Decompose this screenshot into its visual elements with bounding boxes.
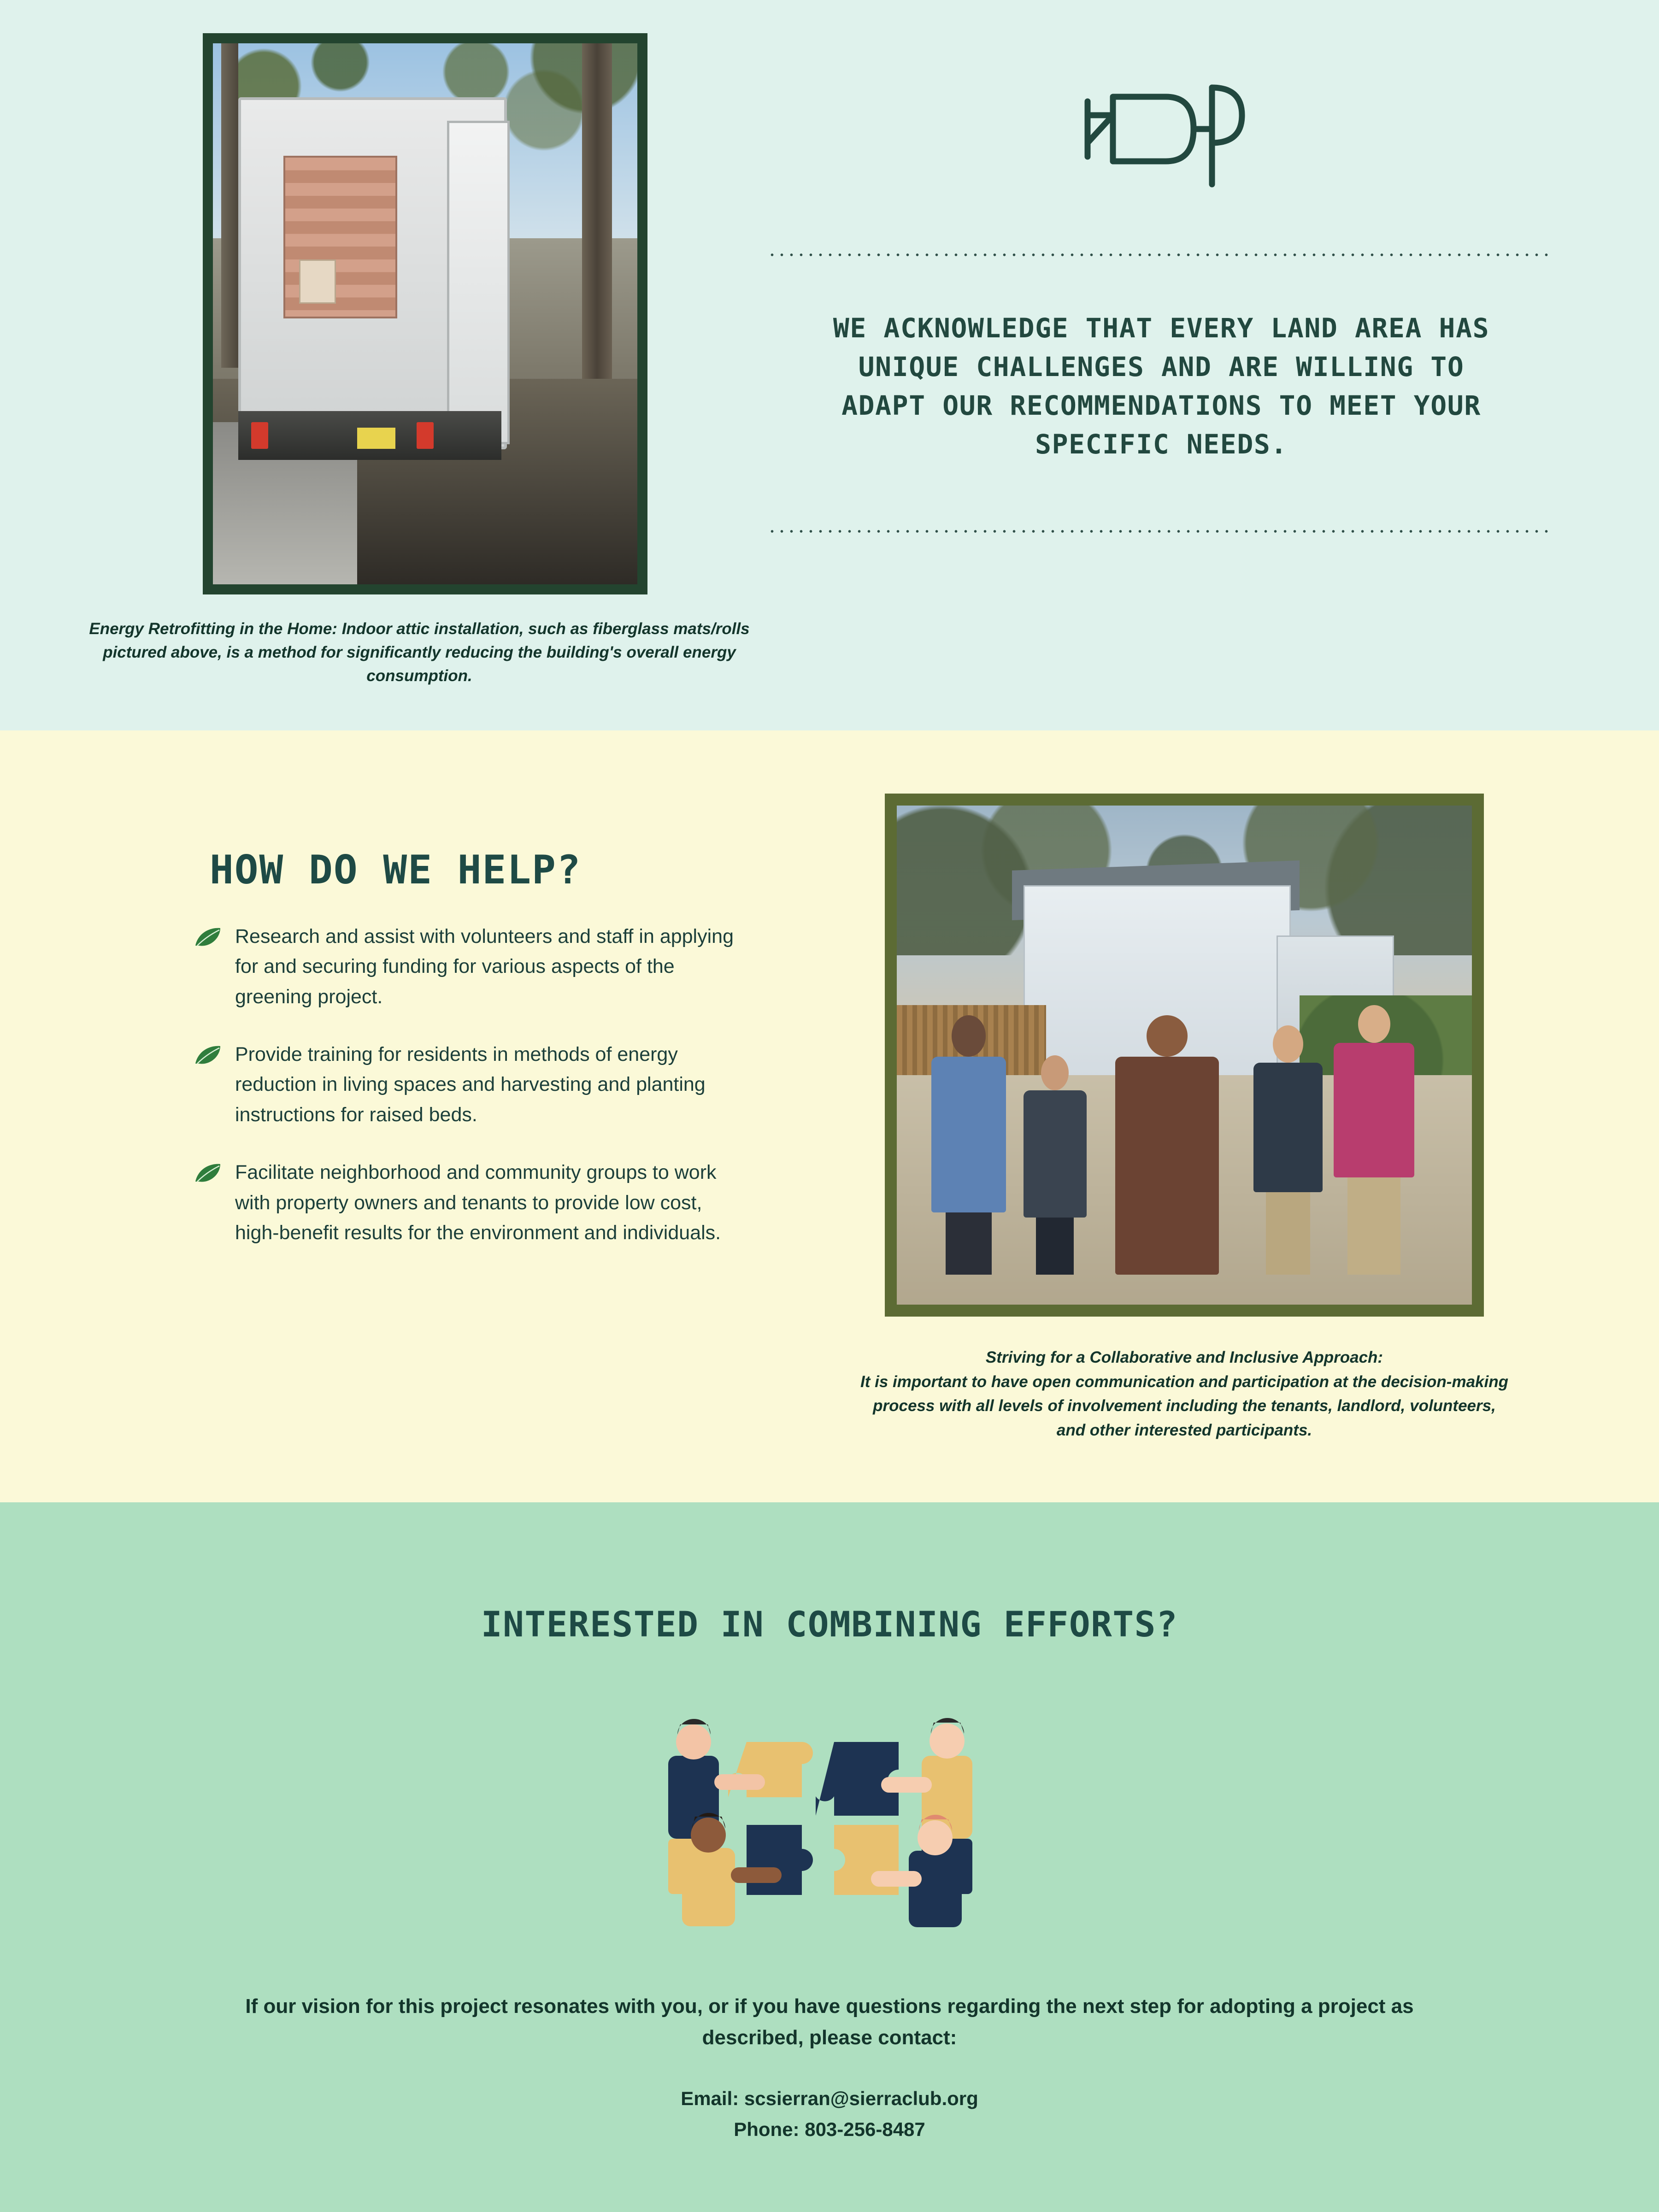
help-bullet-list: [194, 922, 747, 1276]
list-item: [194, 922, 747, 1012]
photo-truck-body: [238, 97, 507, 449]
photo-person: [1024, 1055, 1087, 1275]
section-acknowledgement: [0, 0, 1659, 730]
divider-dots-bottom: [767, 529, 1551, 534]
photo-neighborhood-meeting: [897, 806, 1472, 1305]
caption-energy-retrofitting: Energy Retrofitting in the Home: Indoor attic installation, such as fiberglass mats/rolls pictured above, is a method for significantly reducing the building's overall energy consumption.: [89, 620, 750, 685]
photo-truck-door: [447, 121, 510, 444]
list-item-label: Research and assist with volunteers and staff in applying for and securing funding for various aspects of the greening project.: [235, 925, 734, 1008]
contact-details: [230, 2083, 1429, 2145]
leaf-icon: [194, 1162, 222, 1183]
photo-truck-insulation: [213, 43, 637, 584]
leaf-icon: [194, 926, 222, 947]
photo-license-plate: [357, 428, 395, 449]
photo-tree-trunk-left: [221, 43, 238, 368]
photo-person: [1253, 1025, 1323, 1275]
caption-collaborative-approach: [857, 1346, 1512, 1442]
list-item: [194, 1040, 747, 1130]
photo-cardboard-box: [299, 259, 336, 304]
contact-email[interactable]: Email: scsierran@sierraclub.org: [681, 2088, 978, 2109]
plug-icon: [1060, 69, 1253, 189]
photo-truck-frame: [203, 33, 647, 594]
contact-intro-text: If our vision for this project resonates with you, or if you have questions regarding the next step for adopting a project as described, please contact:: [245, 1995, 1414, 2049]
list-item: [194, 1158, 747, 1248]
photo-taillight-right: [417, 422, 434, 449]
list-item-label: Provide training for residents in methods of energy reduction in living spaces and harvesting and planting instructions for raised beds.: [235, 1043, 706, 1126]
photo-person: [1115, 1015, 1219, 1275]
contact-phone[interactable]: Phone: 803-256-8487: [734, 2118, 925, 2141]
photo-taillight-left: [251, 422, 268, 449]
caption-line-1: Striving for a Collaborative and Inclusive Approach:: [985, 1348, 1383, 1366]
divider-dots-top: [767, 253, 1551, 257]
headline-acknowledgement: WE ACKNOWLEDGE THAT EVERY LAND AREA HAS UNIQUE CHALLENGES AND ARE WILLING TO ADAPT OUR RECOMMENDATIONS TO MEET YOUR SPECIFIC NEEDS.: [833, 312, 1490, 460]
photo-person: [1334, 1005, 1414, 1275]
page-title-how-do-we-help: HOW DO WE HELP?: [210, 847, 582, 893]
leaf-icon: [194, 1044, 222, 1065]
photo-person: [931, 1015, 1006, 1275]
people-assembling-puzzle-illustration: [599, 1687, 1060, 1945]
photo-meeting-frame: [885, 794, 1484, 1317]
caption-line-2: It is important to have open communication and participation at the decision-making process with all levels of involvement including the tenants, landlord, volunteers, and other interested participants.: [860, 1372, 1508, 1439]
list-item-label: Facilitate neighborhood and community groups to work with property owners and tenants to provide low cost, high-benefit results for the environment and individuals.: [235, 1161, 721, 1244]
page-title-combining-efforts: INTERESTED IN COMBINING EFFORTS?: [481, 1604, 1178, 1645]
